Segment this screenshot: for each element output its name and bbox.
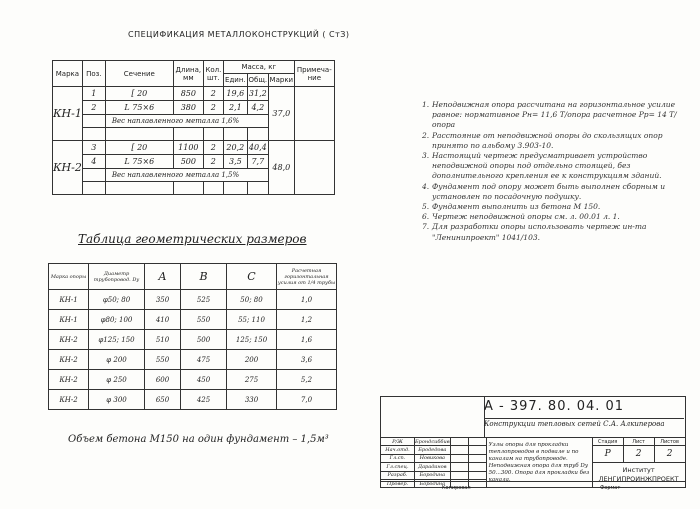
length-cell: 850 [173,87,203,101]
format-label: Формат [600,485,621,491]
drawing-code: А - 397. 80. 04. 01 [484,399,625,414]
geo-cell: 550 [145,350,181,370]
geo-cell: φ 300 [89,390,145,410]
geo-cell: φ80; 100 [89,310,145,330]
copied-label: Копировал [442,485,471,491]
note-number: 7. [422,222,430,232]
geo-cell: 510 [145,330,181,350]
note-text: Расстояние от неподвижной опоры до скользящих опор принято по альбому 3.903-10. [432,130,663,150]
geo-cell: 550 [181,310,227,330]
geo-cell: КН-1 [49,310,89,330]
stamp-sheet-value: 2 [623,446,654,463]
geo-cell: 650 [145,390,181,410]
geo-cell: 350 [145,290,181,310]
hdr-mark: Марка [53,61,83,87]
hdr-total: Общ. [247,74,268,87]
geo-cell: КН-2 [49,390,89,410]
table-row [53,141,335,155]
mark-cell: КН-2 [53,141,83,195]
geo-cell: КН-1 [49,290,89,310]
total-mass-cell: 4,2 [247,101,268,115]
name-cell: Бородина [415,471,451,479]
total-mass-cell: 31,2 [247,87,268,101]
date-cell [468,446,486,454]
table-row [49,350,337,370]
signature-cell [450,446,468,454]
date-cell [468,479,486,487]
table-row [49,330,337,350]
geo-cell: 275 [227,370,277,390]
role-cell: Р/Ж [381,438,415,446]
note-item [422,151,682,182]
concrete-volume-note: Объем бетона М150 на один фундамент – 1,5м³ [68,434,329,445]
hdr-unit: Един. [223,74,247,87]
length-cell: 380 [173,101,203,115]
table-row [53,87,335,101]
pos-cell: 1 [82,87,105,101]
qty-cell: 2 [203,141,223,155]
note-number: 2. [422,130,430,140]
organization-cell: Институт ЛЕНГИПРОИНЖПРОЕКТ [592,463,685,488]
geo-cell: 200 [227,350,277,370]
signature-cell [450,471,468,479]
geo-cell: 55; 110 [227,310,277,330]
geo-cell: 7,0 [277,390,337,410]
section-cell: L 75×6 [105,101,173,115]
geo-cell: 330 [227,390,277,410]
geo-header-cell: Расчетная горизонтальная усилия от 1/4 трубы [277,264,337,290]
spec-title: СПЕЦИФИКАЦИЯ МЕТАЛЛОКОНСТРУКЦИЙ ( СтЗ) [128,30,350,39]
length-cell: 500 [173,155,203,169]
geo-cell: 1,0 [277,290,337,310]
note-cell [294,141,334,195]
date-cell [468,471,486,479]
name-cell: Новикова [415,454,451,462]
total-mass-cell: 7,7 [247,155,268,169]
date-cell [468,454,486,462]
total-mass-cell: 40,4 [247,141,268,155]
geo-cell: КН-2 [49,350,89,370]
note-text: Неподвижная опора рассчитана на горизонтальное усилие равное: нормативное Pн= 11,6 Т/опора расчетное Pp= 14 Т/опора [432,100,677,130]
section-cell: L 75×6 [105,155,173,169]
note-number: 6. [422,212,430,222]
note-text: Настоящий чертеж предусматривает устройство неподвижной опоры под отдельно стоящей, без дополнительного крепления ее к конструкциям зданий. [432,151,662,181]
stamp-sheets-header: Листов [654,438,685,446]
project-name: Конструкции тепловых сетей С.А. Алкиперова [484,420,665,428]
pos-cell: 4 [82,155,105,169]
geo-cell: 450 [181,370,227,390]
role-cell: Разраб. [381,471,415,479]
stamp-sheets-value: 2 [654,446,685,463]
geo-cell: 125; 150 [227,330,277,350]
signature-cell [450,454,468,462]
qty-cell: 2 [203,87,223,101]
table-row [49,290,337,310]
geo-header-cell: Диаметр трубопровод. Dу [89,264,145,290]
note-cell [294,87,334,141]
signature-cell [450,463,468,471]
note-number: 3. [422,151,430,161]
mark-mass-cell: 48,0 [268,141,294,195]
geo-header-cell: A [145,264,181,290]
name-cell: Бородина [415,479,451,487]
geo-cell: 50; 80 [227,290,277,310]
role-cell: Нач.отд. [381,446,415,454]
name-cell: Дараданов [415,463,451,471]
length-cell: 1100 [173,141,203,155]
geo-cell: КН-2 [49,370,89,390]
note-item [422,222,682,242]
unit-mass-cell: 20,2 [223,141,247,155]
geo-cell: 475 [181,350,227,370]
note-number: 4. [422,181,430,191]
section-cell: [ 20 [105,141,173,155]
weld-note: Вес наплавленного металла 1,6% [105,115,268,128]
stamp-sheet-header: Лист [623,438,654,446]
geo-cell: 525 [181,290,227,310]
note-text: Для разработки опоры использовать чертеж ин-та "Ленинипроект" 1041/103. [432,222,647,242]
geo-cell: φ125; 150 [89,330,145,350]
note-item [422,212,682,222]
table-row [49,370,337,390]
weld-note: Вес наплавленного металла 1,5% [105,169,268,182]
geo-header-cell: B [181,264,227,290]
geo-cell: 3,6 [277,350,337,370]
geo-header-cell: C [227,264,277,290]
geo-cell: 1,2 [277,310,337,330]
note-number: 5. [422,202,430,212]
hdr-mark-mass: Марки [268,74,294,87]
note-item [422,131,682,151]
hdr-pos: Поз. [82,61,105,87]
geo-header-cell: Марка опоры [49,264,89,290]
note-item [422,100,682,131]
hdr-length: Длина, мм [173,61,203,87]
note-item [422,202,682,212]
geometry-table [48,263,337,410]
note-item [422,182,682,202]
stamp-stage-header: Стадия [592,438,623,446]
geo-cell: 5,2 [277,370,337,390]
note-text: Фундамент выполнить из бетона М 150. [432,202,601,212]
geometry-table-title: Таблица геометрических размеров [78,232,307,246]
signature-cell [450,438,468,446]
general-notes [422,100,682,243]
geo-cell: 425 [181,390,227,410]
table-row [49,390,337,410]
table-row [49,310,337,330]
geo-cell: φ 250 [89,370,145,390]
role-cell: Гл.сп. [381,454,415,462]
name-cell: Бродедова [415,446,451,454]
unit-mass-cell: 19,6 [223,87,247,101]
qty-cell: 2 [203,101,223,115]
title-block-row [381,438,686,446]
hdr-mass: Масса, кг [223,61,294,74]
mark-mass-cell: 37,0 [268,87,294,141]
geo-cell: φ50; 80 [89,290,145,310]
spec-table [52,60,335,195]
hdr-qty: Кол. шт. [203,61,223,87]
geo-cell: 600 [145,370,181,390]
document-title-cell: Узлы опоры для прокладки теплопроводов в подвале и по каналам на трубопроводе. Неподвижная опора для труб Dy 50...300. Опора для прокладки без канала. [486,438,592,488]
stamp-stage-value: Р [592,446,623,463]
title-block-grid [380,437,686,488]
geo-cell: φ 200 [89,350,145,370]
mark-cell: КН-1 [53,87,83,141]
hdr-note: Примеча- ние [294,61,334,87]
unit-mass-cell: 2,1 [223,101,247,115]
geo-cell: 1,6 [277,330,337,350]
geo-cell: 410 [145,310,181,330]
geo-cell: 500 [181,330,227,350]
date-cell [468,463,486,471]
name-cell: Брондсиббив [415,438,450,445]
pos-cell: 2 [82,101,105,115]
note-text: Фундамент под опору может быть выполнен сборным и установлен по посадочную подушку. [432,181,666,201]
pos-cell: 3 [82,141,105,155]
role-cell: Провер. [381,479,415,487]
section-cell: [ 20 [105,87,173,101]
unit-mass-cell: 3,5 [223,155,247,169]
role-cell: Гл.спец. [381,463,415,471]
geo-cell: КН-2 [49,330,89,350]
qty-cell: 2 [203,155,223,169]
hdr-section: Сечение [105,61,173,87]
note-number: 1. [422,100,430,109]
date-cell [468,438,486,446]
note-text: Чертеж неподвижной опоры см. л. 00.01 л. 1. [432,212,620,222]
